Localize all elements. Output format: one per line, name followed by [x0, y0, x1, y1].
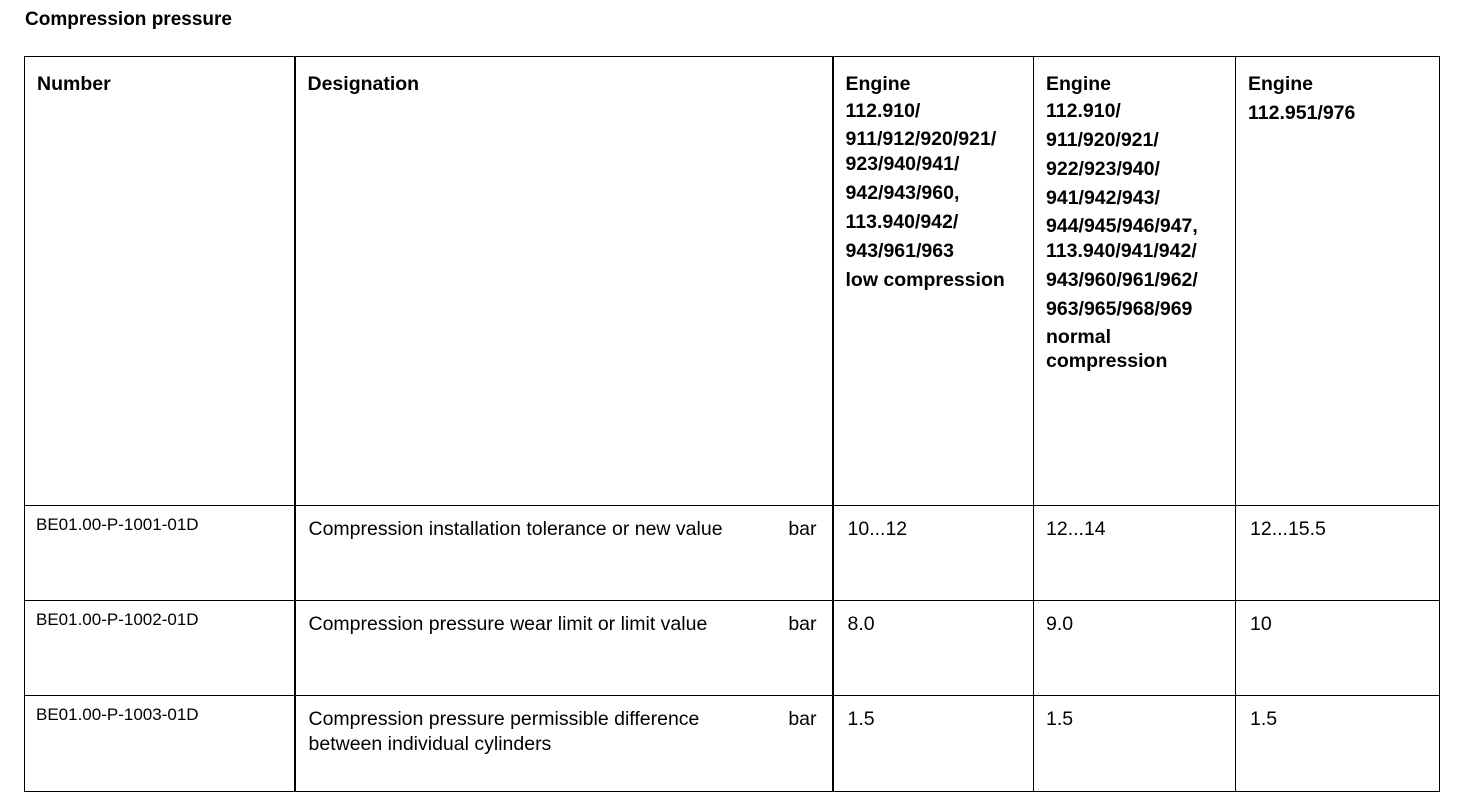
row-number-cell: [25, 506, 295, 601]
header-number-label: Number: [37, 73, 111, 95]
row-value: 12...15.5: [1250, 518, 1326, 540]
row-designation-cell: [295, 696, 833, 792]
engine-2-line: 922/923/940/: [1046, 158, 1160, 180]
header-designation: [295, 57, 833, 506]
header-engine-112-951: [1236, 57, 1440, 506]
row-value-cell: [833, 696, 1034, 792]
row-value: 8.0: [847, 613, 875, 635]
row-unit: bar: [788, 708, 817, 730]
header-engine-normal-compression: [1034, 57, 1236, 506]
table-row: [25, 696, 1440, 792]
engine-2-line: 943/960/961/962/: [1046, 269, 1198, 291]
row-number-cell: [25, 601, 295, 696]
row-value: 1.5: [847, 708, 875, 730]
engine-1-line: 943/961/963: [845, 240, 954, 262]
row-value: 10...12: [847, 518, 908, 540]
engine-1-line: 911/912/920/921/: [845, 128, 997, 150]
row-value-cell: [833, 601, 1034, 696]
engine-3-line: Engine: [1248, 73, 1314, 95]
row-designation: Compression pressure permissible difference between individual cylinders: [308, 708, 700, 755]
engine-2-line: 941/942/943/: [1046, 187, 1160, 209]
engine-2-line: Engine: [1046, 73, 1112, 95]
engine-2-line: compression: [1046, 350, 1168, 372]
engine-2-line: 112.910/: [1046, 100, 1121, 122]
engine-1-line: 113.940/942/: [845, 211, 959, 233]
header-engine-3-text: [1236, 57, 1439, 127]
row-value: 12...14: [1046, 518, 1106, 540]
row-value-cell: [1236, 506, 1440, 601]
row-value-cell: [833, 506, 1034, 601]
row-value-cell: [1034, 601, 1236, 696]
header-designation-label: Designation: [307, 73, 420, 95]
engine-1-line: 942/943/960,: [845, 182, 960, 204]
engine-2-line: normal: [1046, 326, 1112, 348]
row-value-cell: [1236, 601, 1440, 696]
row-value-cell: [1034, 696, 1236, 792]
row-designation-cell: [295, 506, 833, 601]
row-number: BE01.00-P-1003-01D: [36, 705, 199, 724]
row-value-cell: [1034, 506, 1236, 601]
header-engine-2-text: [1034, 57, 1235, 373]
table-row: [25, 601, 1440, 696]
engine-3-line: 112.951/976: [1248, 102, 1356, 124]
page-title: Compression pressure: [25, 9, 232, 30]
engine-2-line: 113.940/941/942/: [1046, 240, 1197, 262]
table-header-row: [25, 57, 1440, 506]
header-engine-low-compression: [833, 57, 1034, 506]
engine-2-line: 911/920/921/: [1046, 129, 1159, 151]
row-designation: Compression pressure wear limit or limit value: [308, 613, 708, 635]
header-engine-1-text: [834, 57, 1034, 294]
engine-2-line: 944/945/946/947,: [1046, 215, 1198, 237]
row-unit: bar: [788, 613, 817, 635]
table-row: [25, 506, 1440, 601]
row-value: 10: [1250, 613, 1272, 635]
header-number: [25, 57, 295, 506]
engine-1-line: low compression: [845, 269, 1005, 291]
row-value-cell: [1236, 696, 1440, 792]
row-value: 9.0: [1046, 613, 1074, 635]
row-unit: bar: [788, 518, 817, 540]
row-designation-cell: [295, 601, 833, 696]
row-number: BE01.00-P-1002-01D: [36, 610, 199, 629]
engine-1-line: 112.910/: [845, 100, 921, 122]
row-number: BE01.00-P-1001-01D: [36, 515, 199, 534]
engine-1-line: Engine: [845, 73, 911, 95]
compression-pressure-table: [24, 56, 1440, 792]
row-value: 1.5: [1046, 708, 1074, 730]
row-number-cell: [25, 696, 295, 792]
engine-2-line: 963/965/968/969: [1046, 298, 1193, 320]
engine-1-line: 923/940/941/: [845, 153, 960, 175]
row-value: 1.5: [1250, 708, 1278, 730]
row-designation: Compression installation tolerance or new value: [308, 518, 723, 540]
